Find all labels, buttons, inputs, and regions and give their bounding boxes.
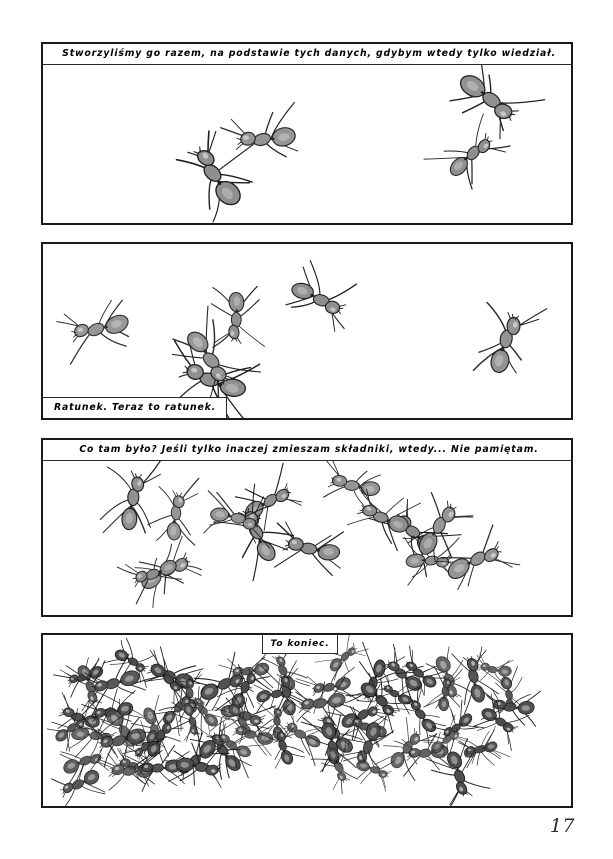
panel-4-artwork xyxy=(43,635,571,806)
ant-figure xyxy=(82,657,150,710)
ant-figure xyxy=(44,705,94,752)
ant-figure xyxy=(399,541,458,578)
caption-text-4: To koniec. xyxy=(270,638,330,649)
ant-figure xyxy=(131,697,178,757)
ant-figure xyxy=(373,675,420,714)
ant-figure xyxy=(224,652,278,690)
comic-panel-2 xyxy=(41,242,573,420)
ant-figure xyxy=(219,660,267,719)
ant-figure xyxy=(378,718,435,781)
ant-figure xyxy=(205,722,261,770)
ant-figure xyxy=(431,672,459,716)
ant-figure xyxy=(351,650,398,711)
ant-figure xyxy=(92,696,154,761)
ant-figure xyxy=(304,703,367,768)
ant-figure xyxy=(346,490,420,548)
ant-figure xyxy=(433,739,487,806)
ant-figure xyxy=(173,695,211,743)
ant-figure xyxy=(350,751,398,788)
ant-swarm-layer-3 xyxy=(43,440,571,615)
ant-figure xyxy=(226,113,306,168)
caption-text-3: Co tam było? Jeśli tylko inaczej zmieszam składniki, wtedy... Nie pamiętam. xyxy=(79,444,539,456)
ant-figure xyxy=(53,738,112,785)
ant-figure xyxy=(106,463,158,540)
ant-figure xyxy=(106,638,158,682)
ant-figure xyxy=(59,655,112,698)
ant-figure xyxy=(151,682,202,736)
ant-figure xyxy=(194,721,254,785)
caption-box-2 xyxy=(42,397,227,419)
ant-figure xyxy=(321,463,390,510)
ant-figure xyxy=(491,669,525,716)
ant-figure xyxy=(164,726,230,792)
page-number: 17 xyxy=(549,815,575,837)
ant-figure xyxy=(331,690,391,741)
ant-figure xyxy=(401,486,474,569)
ant-figure xyxy=(50,757,111,808)
ant-figure xyxy=(278,264,359,330)
ant-figure xyxy=(290,680,355,727)
caption-text-2: Ratunek. Teraz to ratunek. xyxy=(54,402,217,414)
ant-figure xyxy=(103,753,161,789)
ant-figure xyxy=(226,716,281,754)
ant-figure xyxy=(121,545,189,601)
ant-figure xyxy=(432,703,482,751)
ant-figure xyxy=(188,655,257,714)
ant-figure xyxy=(218,285,256,349)
ant-swarm-layer-2 xyxy=(43,244,571,418)
ant-figure xyxy=(471,696,527,744)
ant-figure xyxy=(262,721,303,773)
ant-figure xyxy=(273,710,331,760)
ant-figure xyxy=(348,668,412,729)
ant-figure xyxy=(345,713,394,777)
ant-figure xyxy=(264,665,308,724)
caption-box-3 xyxy=(42,439,573,461)
ant-figure xyxy=(221,494,293,577)
ant-figure xyxy=(201,494,269,542)
ant-figure xyxy=(180,687,229,737)
panel-1-artwork xyxy=(43,44,571,223)
ant-figure xyxy=(457,732,505,768)
ant-swarm-layer-1 xyxy=(43,44,571,223)
ant-figure xyxy=(169,747,229,785)
ant-figure xyxy=(66,655,115,715)
ant-figure xyxy=(395,689,448,745)
ant-figure xyxy=(421,717,470,763)
ant-figure xyxy=(212,692,273,735)
ant-figure xyxy=(218,693,265,745)
ant-figure xyxy=(140,651,196,703)
ant-figure xyxy=(173,670,207,719)
ant-figure xyxy=(262,701,291,745)
ant-figure xyxy=(275,525,349,575)
ant-figure xyxy=(433,524,515,595)
ant-figure xyxy=(456,731,503,768)
ant-figure xyxy=(472,655,517,685)
ant-figure xyxy=(448,647,498,713)
ant-figure xyxy=(341,708,394,748)
ant-figure xyxy=(154,484,195,548)
caption-box-1 xyxy=(42,43,573,65)
ant-figure xyxy=(304,667,359,707)
ant-figure xyxy=(399,734,456,773)
ant-figure xyxy=(423,645,475,709)
ant-figure xyxy=(138,651,204,702)
ant-figure xyxy=(442,54,536,140)
ant-swarm-layer-4 xyxy=(43,635,571,806)
ant-figure xyxy=(127,536,204,604)
ant-figure xyxy=(260,646,305,700)
ant-figure xyxy=(88,715,155,766)
ant-figure xyxy=(51,697,109,740)
ant-figure xyxy=(125,721,168,768)
ant-figure xyxy=(377,498,451,569)
ant-figure xyxy=(486,691,540,724)
ant-figure xyxy=(133,750,189,787)
ant-figure xyxy=(168,128,260,225)
ant-figure xyxy=(231,468,304,534)
ant-figure xyxy=(392,650,448,700)
ant-figure xyxy=(372,647,434,703)
ant-figure xyxy=(59,299,140,360)
ant-figure xyxy=(84,690,142,734)
comic-panel-4 xyxy=(41,633,573,808)
ant-figure xyxy=(310,713,357,775)
ant-figure xyxy=(111,750,160,784)
ant-figure xyxy=(135,709,184,767)
ant-figure xyxy=(432,117,507,191)
comic-panel-3 xyxy=(41,438,573,617)
ant-figure xyxy=(66,718,120,751)
caption-box-4 xyxy=(262,634,338,654)
ant-figure xyxy=(167,312,252,401)
ant-figure xyxy=(316,738,362,792)
panel-2-artwork xyxy=(43,244,571,418)
panel-3-artwork xyxy=(43,440,571,615)
ant-figure xyxy=(249,675,301,713)
ant-figure xyxy=(472,299,537,385)
comic-panel-1 xyxy=(41,42,573,225)
caption-text-1: Stworzyliśmy go razem, na podstawie tych danych, gdybym wtedy tylko wiedział. xyxy=(62,48,556,60)
